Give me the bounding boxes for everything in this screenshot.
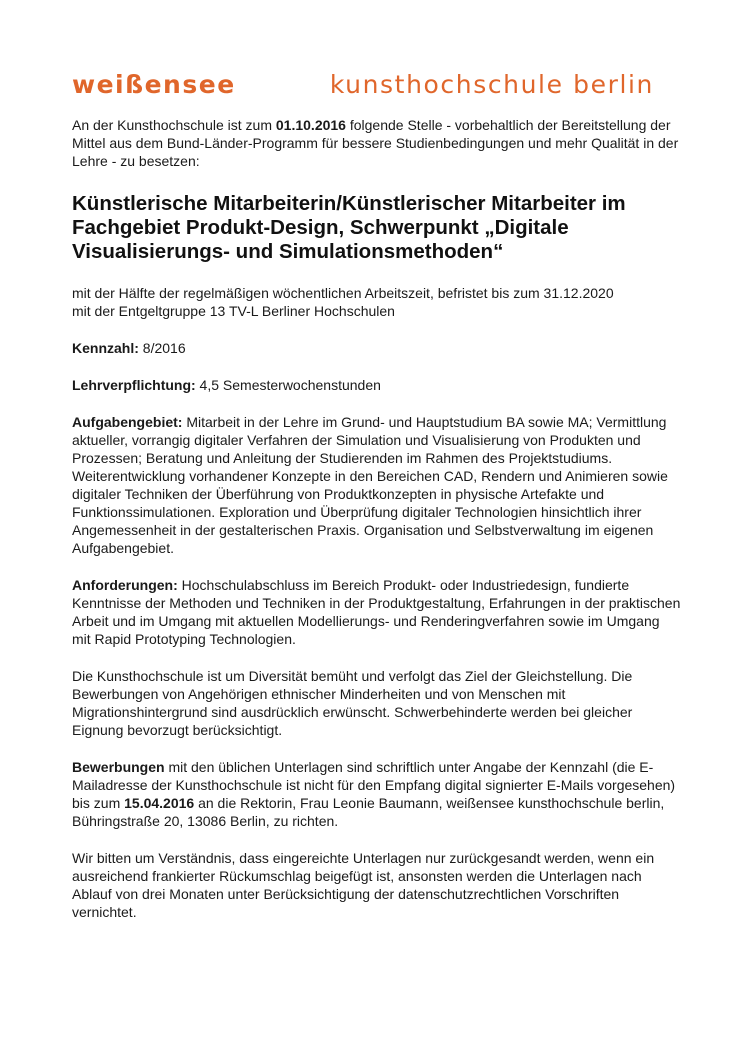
intro-paragraph: [72, 116, 682, 170]
kennzahl-value: 8/2016: [138, 340, 186, 356]
aufgabengebiet-text: Mitarbeit in der Lehre im Grund- und Hauptstudium BA sowie MA; Vermittlung aktueller, vorrangig digitaler Verfahren der Simulation und Visualisierung von Produkten und Prozessen; Beratung und Anleitung der Studierenden im Rahmen des Projektstudiums. Weiterentwicklung vorhandener Konzepte in den Bereichen CAD, Rendern und Animieren sowie digitaler Techniken der Überführung von Produktkonzepten in physische Artefakte und Funktionssimulationen. Exploration und Überprüfung digitaler Technologien hinsichtlich ihrer Angemessenheit in der gestalterischen Praxis. Organisation und Selbstverwaltung im eigenen Aufgabengebiet.: [72, 414, 668, 556]
intro-text-pre: An der Kunsthochschule ist zum: [72, 117, 276, 133]
kennzahl-label: Kennzahl:: [72, 340, 139, 356]
conditions-line-2: mit der Entgeltgruppe 13 TV-L Berliner Hochschulen: [72, 303, 395, 319]
document-body: [72, 116, 682, 940]
kennzahl-paragraph: [72, 339, 682, 357]
lehrverpflichtung-value: 4,5 Semesterwochenstunden: [195, 377, 381, 393]
conditions-paragraph: [72, 284, 682, 320]
position-title: Künstlerische Mitarbeiterin/Künstlerischer Mitarbeiter im Fachgebiet Produkt-Design, Schwerpunkt „Digitale Visualisierungs- und Simulationsmethoden“: [72, 192, 626, 263]
start-date: 01.10.2016: [275, 117, 346, 133]
bewerbungen-text-1: mit den üblichen Unterlagen sind schriftlich unter Angabe der Kennzahl (die E-Mailadresse der Kunsthochschule ist nicht für den Empfang digital signierter E-Mails vorgesehen) bis zum: [72, 759, 676, 811]
lehrverpflichtung-paragraph: [72, 376, 682, 394]
bewerbungen-paragraph: [72, 758, 682, 830]
aufgabengebiet-label: Aufgabengebiet:: [72, 414, 183, 430]
aufgabengebiet-paragraph: [72, 413, 682, 557]
anforderungen-label: Anforderungen:: [72, 577, 178, 593]
closing-paragraph: Wir bitten um Verständnis, dass eingereichte Unterlagen nur zurückgesandt werden, wenn ein ausreichend frankierter Rückumschlag beigefügt ist, ansonsten werden die Unterlagen nach Ablauf von drei Monaten unter Berücksichtigung der datenschutzrechtlichen Vorschriften vernichtet.: [72, 850, 655, 920]
logo-kunsthochschule-berlin: kunsthochschule berlin: [329, 70, 654, 99]
anforderungen-paragraph: [72, 576, 682, 648]
logo-weissensee: weißensee: [72, 70, 236, 99]
letterhead: [72, 68, 654, 102]
bewerbungen-label: Bewerbungen: [72, 759, 165, 775]
lehrverpflichtung-label: Lehrverpflichtung:: [72, 377, 196, 393]
bewerbungen-text-2: an die Rektorin, Frau Leonie Baumann, weißensee kunsthochschule berlin, Bühringstraße 20, 13086 Berlin, zu richten.: [72, 795, 665, 829]
diversity-paragraph: Die Kunsthochschule ist um Diversität bemüht und verfolgt das Ziel der Gleichstellung. Die Bewerbungen von Angehörigen ethnischer Minderheiten und von Menschen mit Migrationshintergrund sind ausdrücklich erwünscht. Schwerbehinderte werden bei gleicher Eignung bevorzugt berücksichtigt.: [72, 668, 633, 738]
application-deadline: 15.04.2016: [124, 795, 195, 811]
anforderungen-text: Hochschulabschluss im Bereich Produkt- oder Industriedesign, fundierte Kenntnisse der Methoden und Techniken in der Produktgestaltung, Erfahrungen in der praktischen Arbeit und im Umgang mit aktuellen Modellierungs- und Renderingverfahren sowie im Umgang mit Rapid Prototyping Technologien.: [72, 577, 681, 647]
intro-text-post: folgende Stelle - vorbehaltlich der Bereitstellung der Mittel aus dem Bund-Länder-Programm für bessere Studienbedingungen und mehr Qualität in der Lehre - zu besetzen:: [72, 117, 679, 169]
conditions-line-1: mit der Hälfte der regelmäßigen wöchentlichen Arbeitszeit, befristet bis zum 31.12.2020: [72, 285, 614, 301]
